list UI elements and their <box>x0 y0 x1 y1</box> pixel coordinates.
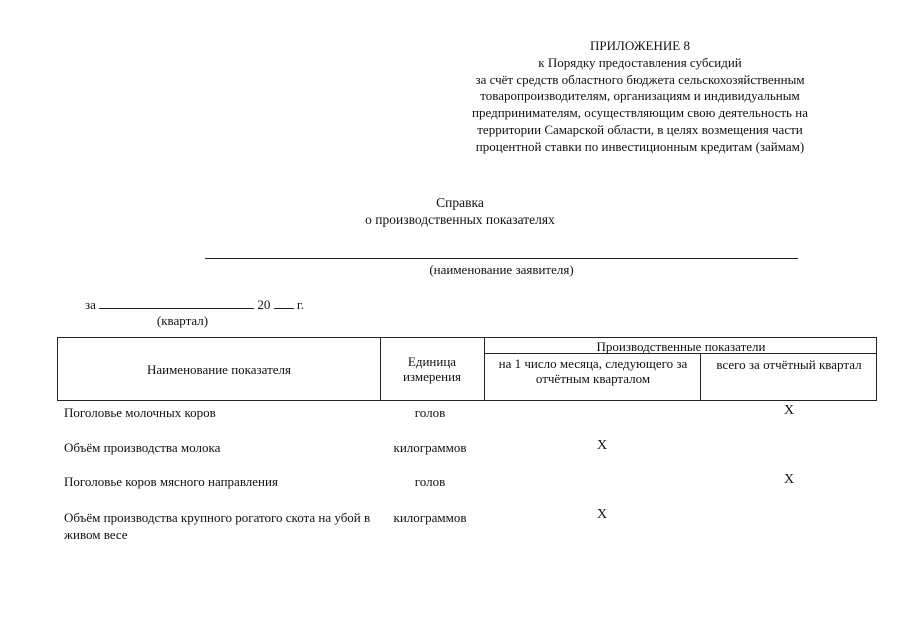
annex-line: ПРИЛОЖЕНИЕ 8 <box>590 38 690 53</box>
row-name: Объём производства крупного рогатого скота на убой в живом весе <box>64 510 371 542</box>
row-first-day: X <box>596 438 608 453</box>
row-quarter-total: X <box>783 472 795 487</box>
title-line-2: о производственных показателях <box>365 212 555 227</box>
column-divider <box>700 353 701 400</box>
header-indicator: Наименование показателя <box>146 361 292 377</box>
row-unit: голов <box>414 474 446 489</box>
column-divider <box>380 338 381 400</box>
period-prefix: за <box>85 297 96 312</box>
quarter-field[interactable] <box>99 296 254 309</box>
row-name: Объём производства молока <box>64 440 221 455</box>
header-quarter-total: всего за отчётный квартал <box>716 356 862 372</box>
row-name: Поголовье молочных коров <box>64 405 216 420</box>
row-name: Поголовье коров мясного направления <box>64 474 278 489</box>
row-unit: голов <box>414 405 446 420</box>
year-field[interactable] <box>274 296 294 309</box>
quarter-caption: (квартал) <box>156 313 209 328</box>
title-line-1: Справка <box>436 195 484 210</box>
annex-line: процентной ставки по инвестиционным кредитам (займам) <box>475 138 805 154</box>
annex-header <box>430 38 850 156</box>
annex-line: к Порядку предоставления субсидий <box>538 54 742 70</box>
header-unit: Единица измерения <box>402 354 462 384</box>
row-unit: килограммов <box>393 440 467 455</box>
document-title <box>300 194 620 228</box>
year-suffix: г. <box>296 297 305 312</box>
row-quarter-total: X <box>783 403 795 418</box>
table-header <box>57 337 877 401</box>
annex-line: товаропроизводителям, организациям и индивидуальным <box>480 88 800 104</box>
annex-line: за счёт средств областного бюджета сельскохозяйственным <box>475 71 805 87</box>
annex-line: предпринимателям, осуществляющим свою деятельность на <box>472 105 808 121</box>
applicant-caption: (наименование заявителя) <box>429 262 574 277</box>
annex-line: территории Самарской области, в целях возмещения части <box>477 121 803 137</box>
row-unit: килограммов <box>393 510 467 525</box>
row-first-day: X <box>596 507 608 522</box>
column-divider <box>484 338 485 400</box>
header-group: Производственные показатели <box>596 338 766 354</box>
header-first-day: на 1 число месяца, следующего за отчётным кварталом <box>498 356 688 386</box>
applicant-name-field[interactable] <box>205 258 798 259</box>
year-prefix: 20 <box>257 297 271 312</box>
period-line <box>85 296 304 313</box>
